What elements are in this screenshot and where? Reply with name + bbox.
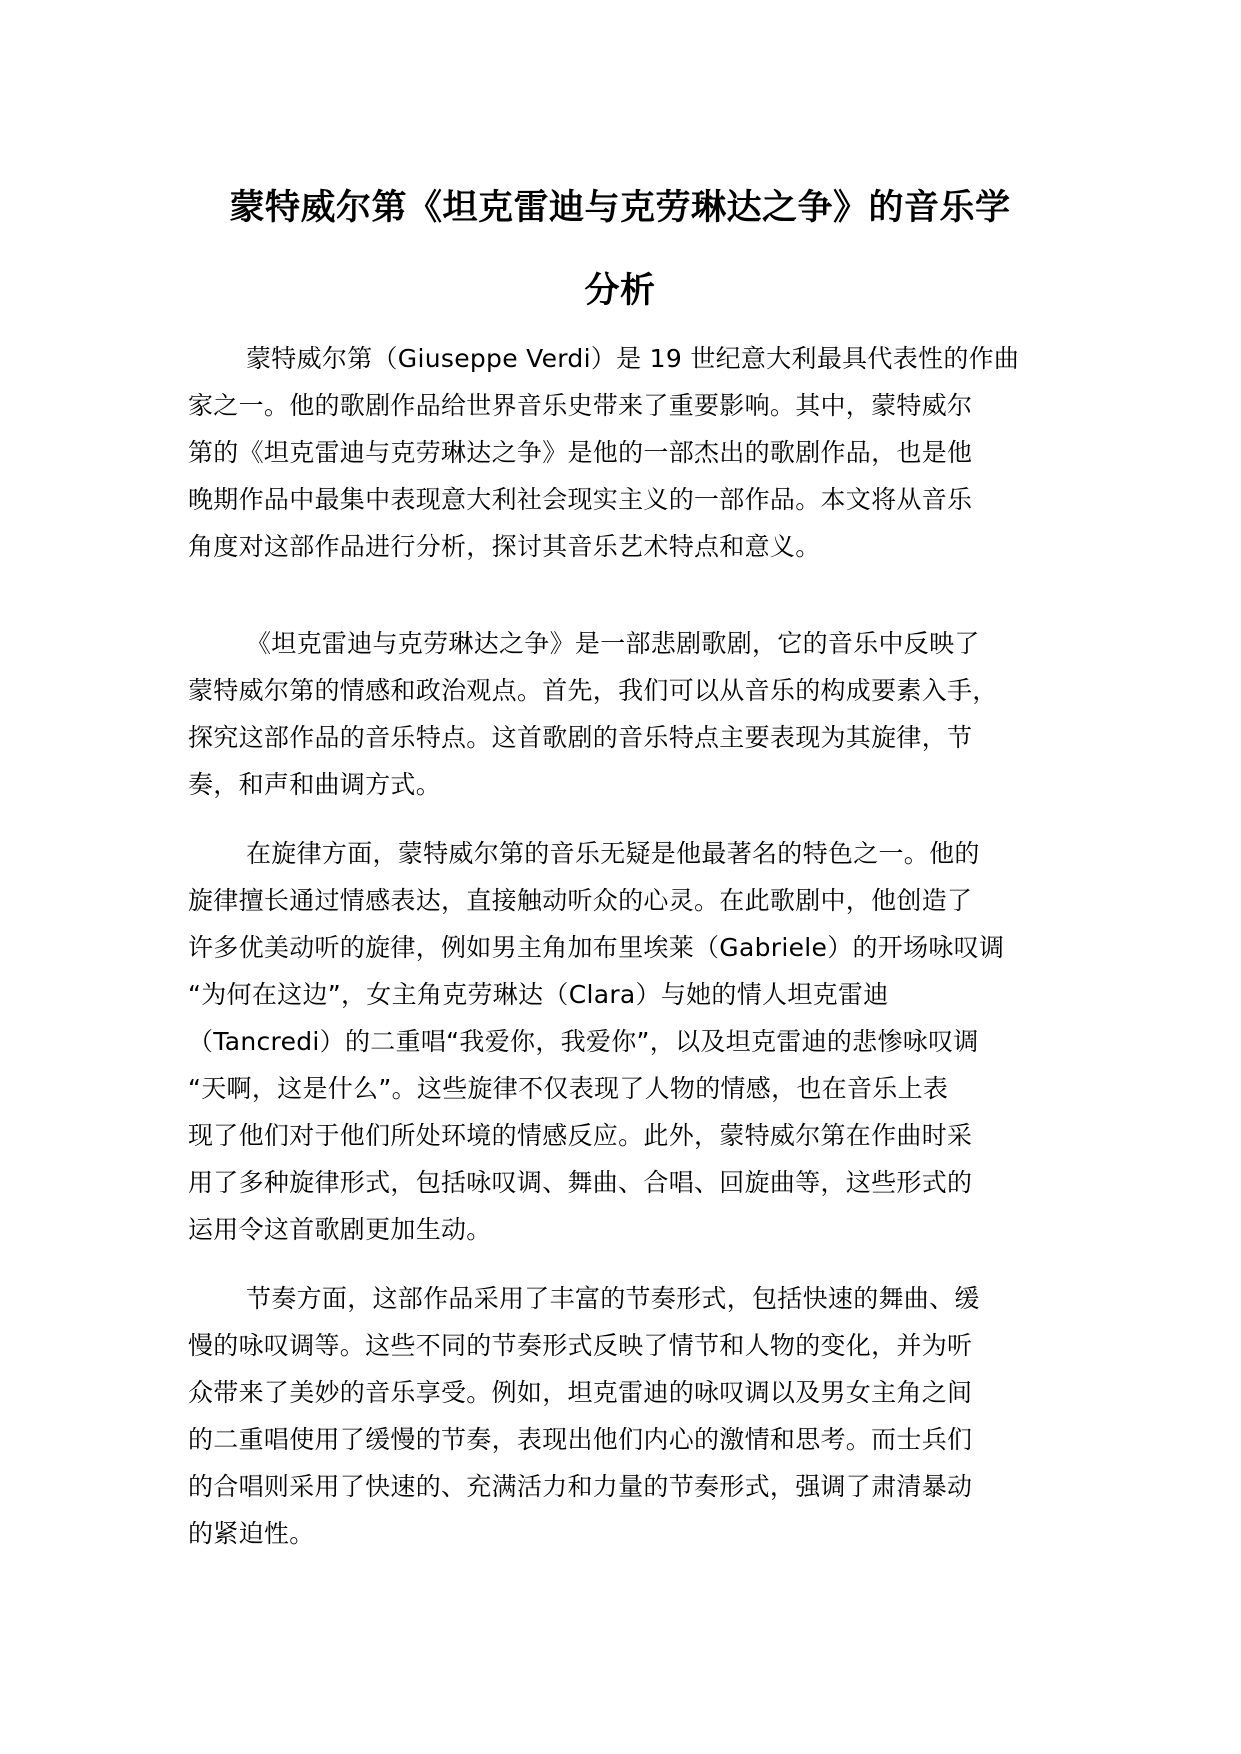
paragraph-line: 现了他们对于他们所处环境的情感反应。此外，蒙特威尔第在作曲时采 [188, 1121, 973, 1150]
paragraph-line: 第的《坦克雷迪与克劳琳达之争》是他的一部杰出的歌剧作品，也是他 [188, 438, 973, 467]
document-title-line-2: 分析 [584, 271, 656, 311]
paragraph-line: 众带来了美妙的音乐享受。例如，坦克雷迪的咏叹调以及男女主角之间 [188, 1378, 973, 1407]
paragraph-line: 用了多种旋律形式，包括咏叹调、舞曲、合唱、回旋曲等，这些形式的 [188, 1168, 973, 1197]
paragraph-line: 奏，和声和曲调方式。 [188, 770, 442, 799]
paragraph-2 [188, 620, 1068, 808]
paragraph-3 [188, 830, 1068, 1253]
paragraph-line: 旋律擅长通过情感表达，直接触动听众的心灵。在此歌剧中，他创造了 [188, 886, 973, 915]
paragraph-line: 家之一。他的歌剧作品给世界音乐史带来了重要影响。其中，蒙特威尔 [188, 391, 973, 420]
paragraph-line: 的合唱则采用了快速的、充满活力和力量的节奏形式，强调了肃清暴动 [188, 1472, 973, 1501]
paragraph-line: 《坦克雷迪与克劳琳达之争》是一部悲剧歌剧，它的音乐中反映了 [246, 629, 980, 658]
paragraph-line: 蒙特威尔第（Giuseppe Verdi）是 19 世纪意大利最具代表性的作曲 [246, 344, 1020, 373]
paragraph-line: 探究这部作品的音乐特点。这首歌剧的音乐特点主要表现为其旋律，节 [188, 723, 973, 752]
paragraph-line: 节奏方面，这部作品采用了丰富的节奏形式，包括快速的舞曲、缓 [246, 1284, 980, 1313]
paragraph-line: 蒙特威尔第的情感和政治观点。首先，我们可以从音乐的构成要素入手， [188, 676, 998, 705]
paragraph-line: 运用令这首歌剧更加生动。 [188, 1215, 492, 1244]
paragraph-line: “为何在这边”，女主角克劳琳达（Clara）与她的情人坦克雷迪 [188, 980, 889, 1009]
document-title-line-1: 蒙特威尔第《坦克雷迪与克劳琳达之争》的音乐学 [229, 188, 1011, 228]
paragraph-line: 的紧迫性。 [188, 1519, 315, 1548]
paragraph-line: 许多优美动听的旋律，例如男主角加布里埃莱（Gabriele）的开场咏叹调 [188, 933, 1005, 962]
paragraph-line: 角度对这部作品进行分析，探讨其音乐艺术特点和意义。 [188, 532, 821, 561]
paragraph-line: “天啊，这是什么”。这些旋律不仅表现了人物的情感，也在音乐上表 [188, 1074, 949, 1103]
paragraph-1 [188, 335, 1068, 570]
paragraph-line: 慢的咏叹调等。这些不同的节奏形式反映了情节和人物的变化，并为听 [188, 1331, 973, 1360]
paragraph-4 [188, 1275, 1068, 1557]
paragraph-line: 的二重唱使用了缓慢的节奏，表现出他们内心的激情和思考。而士兵们 [188, 1425, 973, 1454]
paragraph-line: 在旋律方面，蒙特威尔第的音乐无疑是他最著名的特色之一。他的 [246, 839, 980, 868]
paragraph-line: 晚期作品中最集中表现意大利社会现实主义的一部作品。本文将从音乐 [188, 485, 973, 514]
paragraph-line: （Tancredi）的二重唱“我爱你，我爱你”，以及坦克雷迪的悲惨咏叹调 [188, 1027, 979, 1056]
